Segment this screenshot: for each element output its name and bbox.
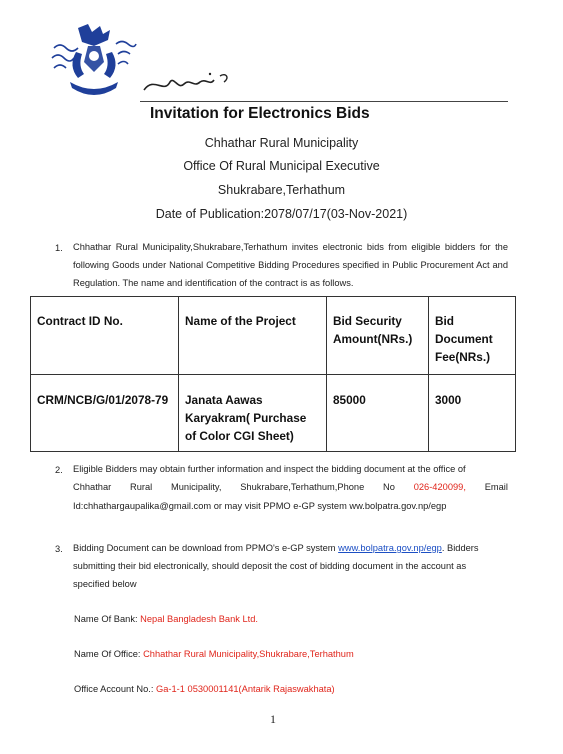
bolpatra-link[interactable]: www.bolpatra.gov.np/egp (338, 543, 442, 553)
table-row (31, 375, 516, 452)
table-header-row (31, 297, 516, 375)
office-name-label: Name Of Office: (74, 649, 144, 659)
item-3-line-2: submitting their bid electronically, should deposit the cost of bidding document in the account as (73, 561, 467, 571)
header-bid-security: Bid Security Amount(NRs.) (327, 297, 429, 375)
municipality-emblem-logo (48, 22, 140, 102)
item-3-line-1 (73, 539, 508, 557)
document-title: Invitation for Electronics Bids (150, 105, 370, 122)
item-number: 3. (55, 544, 63, 554)
publication-date: Date of Publication:2078/07/17(03-Nov-2021) (155, 207, 408, 221)
item-3-text-post: . Bidders (441, 543, 479, 553)
item-2-word: Shukrabare,Terhathum,Phone (240, 482, 365, 492)
account-label: Office Account No.: (74, 684, 156, 694)
account-value: Ga-1-1 0530001141(Antarik Rajaswakhata) (156, 684, 335, 694)
item-2-word: Chhathar (73, 482, 112, 492)
cell-contract-id: CRM/NCB/G/01/2078-79 (31, 375, 179, 452)
bank-name-row (74, 614, 258, 624)
item-3-text-pre: Bidding Document can be download from PPMO's e-GP system (73, 543, 339, 553)
org-office: Office Of Rural Municipal Executive (183, 159, 380, 173)
bank-name-value: Nepal Bangladesh Bank Ltd. (140, 614, 258, 624)
item-2-line-2 (73, 478, 508, 496)
item-number: 2. (55, 465, 63, 475)
org-name: Chhathar Rural Municipality (204, 136, 359, 150)
item-2-line-3: Id:chhathargaupalika@gmail.com or may visit PPMO e-GP system ww.bolpatra.gov.np/egp (73, 501, 447, 511)
signature (140, 68, 240, 98)
contract-table (30, 296, 516, 452)
office-name-value: Chhathar Rural Municipality,Shukrabare,Terhathum (143, 649, 354, 659)
item-2-word: Municipality, (171, 482, 222, 492)
item-1-text: Chhathar Rural Municipality,Shukrabare,Terhathum invites electronic bids from eligible bidders for the following Goods under National Competitive Bidding Procedures specified in Public Procurement Act and Regulation. The name and identification of the contract is as follows. (73, 242, 508, 288)
cell-document-fee: 3000 (429, 375, 516, 452)
page-number: 1 (270, 712, 276, 726)
item-2-line-1: Eligible Bidders may obtain further information and inspect the bidding document at the office of (73, 464, 466, 474)
office-name-row (74, 649, 354, 659)
bank-name-label: Name Of Bank: (74, 614, 141, 624)
phone-number: 026-420099, (413, 482, 466, 492)
header-document-fee: Bid Document Fee(NRs.) (429, 297, 516, 375)
email-label: Email (484, 482, 508, 492)
header-rule (140, 101, 508, 102)
item-number: 1. (55, 243, 63, 253)
item-3-line-3: specified below (73, 579, 137, 589)
cell-bid-security: 85000 (327, 375, 429, 452)
org-address: Shukrabare,Terhathum (217, 183, 346, 197)
item-2-word: Rural (130, 482, 153, 492)
header-project: Name of the Project (179, 297, 327, 375)
account-row (74, 684, 335, 694)
header-contract-id: Contract ID No. (31, 297, 179, 375)
cell-project: Janata Aawas Karyakram( Purchase of Color CGI Sheet) (179, 375, 327, 452)
item-2-word: No (383, 482, 395, 492)
